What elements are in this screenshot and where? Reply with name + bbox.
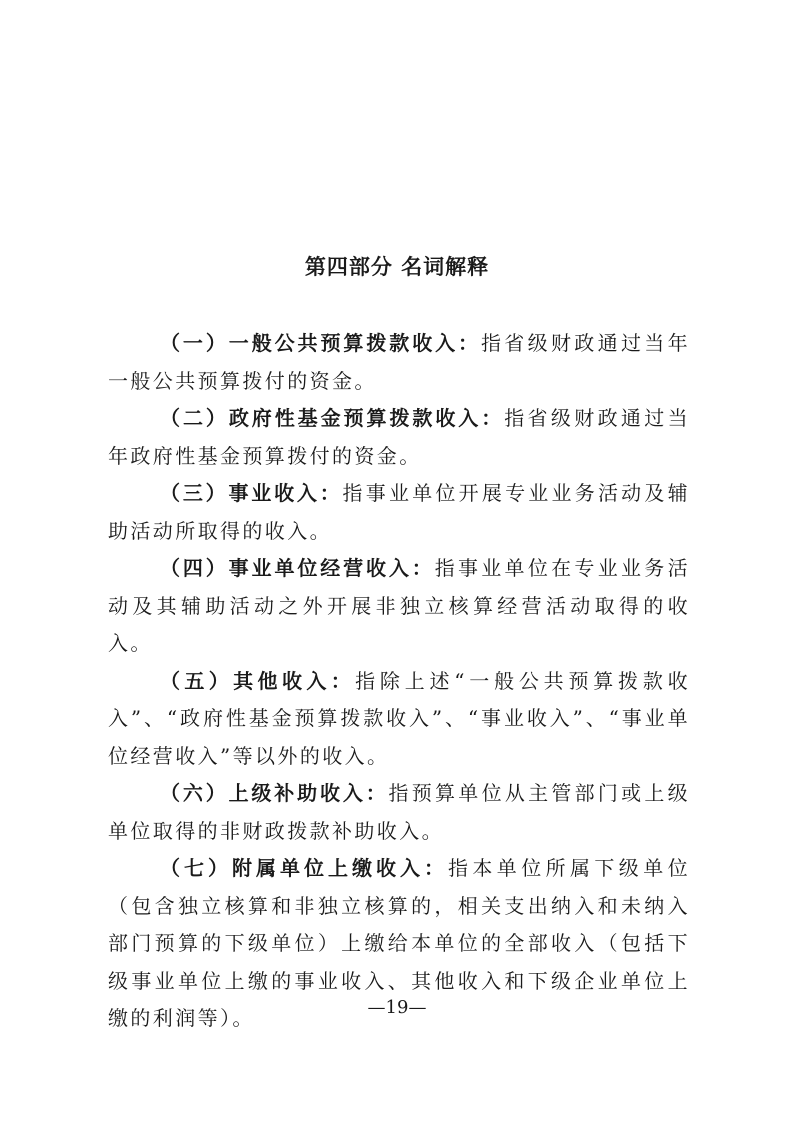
glossary-entry — [108, 475, 690, 550]
term-definition: 指预算单位从主管部门或上级单位取得的非财政拨款补助收入。 — [108, 781, 690, 843]
glossary-entry — [108, 663, 690, 776]
term-label: （三）事业收入： — [160, 481, 343, 505]
term-label: （一）一般公共预算拨款收入： — [160, 331, 481, 355]
term-label: （六）上级补助收入： — [160, 781, 389, 805]
glossary-body — [108, 325, 690, 1038]
term-definition: 指省级财政通过当年一般公共预算拨付的资金。 — [108, 331, 690, 393]
glossary-entry — [108, 400, 690, 475]
term-label: （四）事业单位经营收入： — [160, 556, 435, 580]
term-definition: 指省级财政通过当年政府性基金预算拨付的资金。 — [108, 406, 691, 468]
term-definition: 指除上述“一般公共预算拨款收入”、“政府性基金预算拨款收入”、“事业收入”、“事业单位经营收入”等以外的收入。 — [108, 668, 691, 768]
glossary-entry — [108, 550, 690, 663]
page-number: —19— — [367, 997, 427, 1018]
term-definition: 指事业单位在专业业务活动及其辅助活动之外开展非独立核算经营活动取得的收入。 — [108, 556, 690, 655]
term-label: （五）其他收入： — [160, 668, 356, 693]
section-title: 第四部分 名词解释 — [304, 255, 490, 279]
term-label: （二）政府性基金预算拨款收入： — [160, 406, 505, 430]
term-definition: 指本单位所属下级单位（包含独立核算和非独立核算的，相关支出纳入和未纳入部门预算的下级单位）上缴给本单位的全部收入（包括下级事业单位上缴的事业收入、其他收入和下级企业单位上缴的利润等）。 — [108, 856, 690, 1030]
glossary-entry — [108, 775, 690, 850]
term-label: （七）附属单位上缴收入： — [160, 856, 448, 880]
term-definition: 指事业单位开展专业业务活动及辅助活动所取得的收入。 — [108, 481, 691, 543]
glossary-entry — [108, 325, 690, 400]
